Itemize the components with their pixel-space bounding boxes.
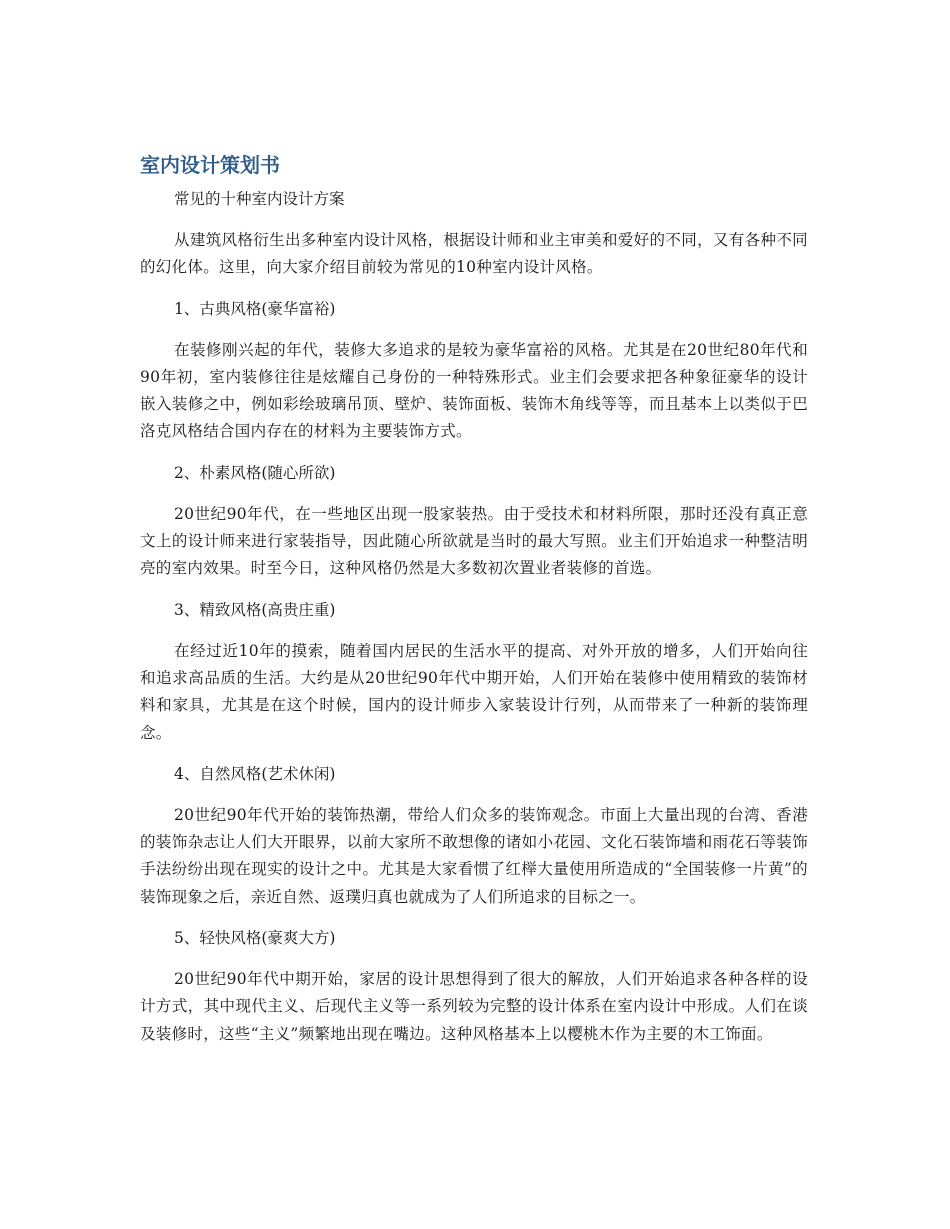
document-title: 室内设计策划书 — [140, 153, 280, 177]
section-body-refined: 在经过近10年的摸索，随着国内居民的生活水平的提高、对外开放的增多，人们开始向往和追求高品质的生活。大约是从20世纪90年代中期开始，人们开始在装修中使用精致的装饰材料和家具，尤其是在这个时候，国内的设计师步入家装设计行列，从而带来了一种新的装饰理念。 — [140, 641, 808, 742]
section-heading-classical: 1、古典风格(豪华富裕) — [174, 299, 336, 318]
section-heading-refined: 3、精致风格(高贵庄重) — [174, 600, 336, 619]
section-body-simple: 20世纪90年代，在一些地区出现一股家装热。由于受技术和材料所限，那时还没有真正意文上的设计师来进行家装指导，因此随心所欲就是当时的最大写照。业主们开始追求一种整洁明亮的室内效果。时至今日，这种风格仍然是大多数初次置业者装修的首选。 — [140, 504, 808, 578]
section-heading-light: 5、轻快风格(豪爽大方) — [174, 929, 336, 948]
section-body-light: 20世纪90年代中期开始，家居的设计思想得到了很大的解放，人们开始追求各种各样的设计方式，其中现代主义、后现代主义等一系列较为完整的设计体系在室内设计中形成。人们在谈及装修时，这些“主义”频繁地出现在嘴边。这种风格基本上以樱桃木作为主要的木工饰面。 — [140, 970, 808, 1043]
section-heading-natural: 4、自然风格(艺术休闲) — [174, 764, 336, 783]
section-body-natural: 20世纪90年代开始的装饰热潮，带给人们众多的装饰观念。市面上大量出现的台湾、香港的装饰杂志让人们大开眼界，以前大家所不敢想像的诸如小花园、文化石装饰墙和雨花石等装饰手法纷纷出现在现实的设计之中。尤其是大家看惯了红榉大量使用所造成的“全国装修一片黄”的装饰现象之后，亲近自然、返璞归真也就成为了人们所追求的目标之一。 — [140, 805, 808, 906]
document-subtitle: 常见的十种室内设计方案 — [174, 190, 345, 208]
section-body-classical: 在装修刚兴起的年代，装修大多追求的是较为豪华富裕的风格。尤其是在20世纪80年代和90年初，室内装修往往是炫耀自己身份的一种特殊形式。业主们会要求把各种象征豪华的设计嵌入装修之中，例如彩绘玻璃吊顶、壁炉、装饰面板、装饰木角线等等，而且基本上以类似于巴洛克风格结合国内存在的材料为主要装饰方式。 — [140, 340, 808, 441]
intro-paragraph: 从建筑风格衍生出多种室内设计风格，根据设计师和业主审美和爱好的不同，又有各种不同的幻化体。这里，向大家介绍目前较为常见的10种室内设计风格。 — [140, 231, 808, 277]
section-heading-simple: 2、朴素风格(随心所欲) — [174, 463, 336, 482]
document-page — [140, 150, 808, 1062]
